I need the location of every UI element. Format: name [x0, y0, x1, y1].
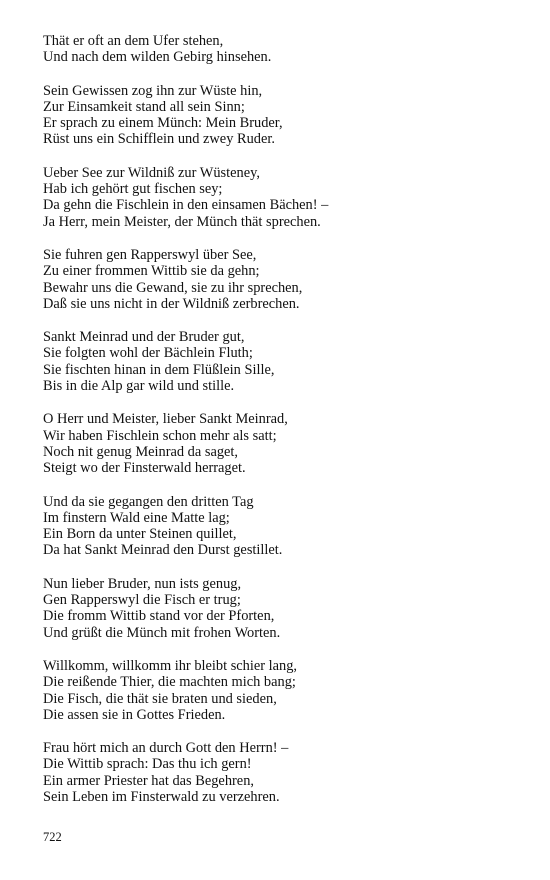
- stanza: [43, 329, 513, 394]
- poem-line: Da hat Sankt Meinrad den Durst gestillet.: [43, 542, 283, 559]
- stanza: [43, 658, 513, 723]
- poem-line: Im finstern Wald eine Matte lag;: [43, 509, 230, 526]
- poem-line: Ein Born da unter Steinen quillet,: [43, 526, 237, 543]
- poem-line: Sie fischten hinan in dem Flüßlein Sille,: [43, 361, 275, 378]
- poem-line: Ein armer Priester hat das Begehren,: [43, 772, 254, 789]
- poem-line: Da gehn die Fischlein in den einsamen Bächen! –: [43, 197, 329, 214]
- poem-line: Er sprach zu einem Münch: Mein Bruder,: [43, 115, 283, 132]
- poem-line: Steigt wo der Finsterwald herraget.: [43, 460, 246, 477]
- poem-line: Willkomm, willkomm ihr bleibt schier lang,: [43, 657, 298, 674]
- stanza: [43, 740, 513, 805]
- poem-line: Nun lieber Bruder, nun ists genug,: [43, 575, 242, 592]
- stanza: [43, 494, 513, 559]
- poem-line: Thät er oft an dem Ufer stehen,: [43, 33, 224, 49]
- poem-line: Die assen sie in Gottes Frieden.: [43, 706, 226, 723]
- poem-line: Hab ich gehört gut fischen sey;: [43, 181, 223, 198]
- stanza: [43, 33, 513, 66]
- stanza: [43, 576, 513, 641]
- poem-line: Zur Einsamkeit stand all sein Sinn;: [43, 98, 245, 115]
- stanza: [43, 247, 513, 312]
- stanza: [43, 165, 513, 230]
- poem-line: Frau hört mich an durch Gott den Herrn! –: [43, 740, 289, 757]
- poem-line: Ja Herr, mein Meister, der Münch thät sprechen.: [43, 213, 321, 230]
- poem-line: Daß sie uns nicht in der Wildniß zerbrechen.: [43, 295, 300, 312]
- poem-line: Noch nit genug Meinrad da saget,: [43, 443, 239, 460]
- poem-line: Und nach dem wilden Gebirg hinsehen.: [43, 49, 272, 66]
- poem-line: Zu einer frommen Wittib sie da gehn;: [43, 263, 260, 280]
- poem-line: Gen Rapperswyl die Fisch er trug;: [43, 592, 241, 609]
- poem-line: Sie folgten wohl der Bächlein Fluth;: [43, 345, 253, 362]
- poem-line: Sein Gewissen zog ihn zur Wüste hin,: [43, 82, 263, 99]
- poem-line: Rüst uns ein Schifflein und zwey Ruder.: [43, 131, 275, 148]
- page-number: 722: [43, 830, 62, 844]
- poem-text: [43, 33, 513, 822]
- poem-line: Die Wittib sprach: Das thu ich gern!: [43, 756, 252, 773]
- poem-line: Sankt Meinrad und der Bruder gut,: [43, 329, 245, 346]
- poem-line: Bewahr uns die Gewand, sie zu ihr sprechen,: [43, 279, 303, 296]
- poem-line: Sein Leben im Finsterwald zu verzehren.: [43, 788, 280, 805]
- poem-line: Und da sie gegangen den dritten Tag: [43, 493, 254, 510]
- poem-line: Und grüßt die Münch mit frohen Worten.: [43, 624, 281, 641]
- stanza: [43, 411, 513, 476]
- stanza: [43, 83, 513, 148]
- poem-line: Die fromm Wittib stand vor der Pforten,: [43, 608, 275, 625]
- poem-line: Ueber See zur Wildniß zur Wüsteney,: [43, 164, 260, 181]
- poem-line: Sie fuhren gen Rapperswyl über See,: [43, 246, 257, 263]
- poem-line: Wir haben Fischlein schon mehr als satt;: [43, 427, 277, 444]
- poem-line: Die Fisch, die thät sie braten und sieden,: [43, 690, 277, 707]
- poem-line: Die reißende Thier, die machten mich bang;: [43, 674, 296, 691]
- poem-line: O Herr und Meister, lieber Sankt Meinrad,: [43, 411, 288, 428]
- poem-line: Bis in die Alp gar wild und stille.: [43, 378, 235, 395]
